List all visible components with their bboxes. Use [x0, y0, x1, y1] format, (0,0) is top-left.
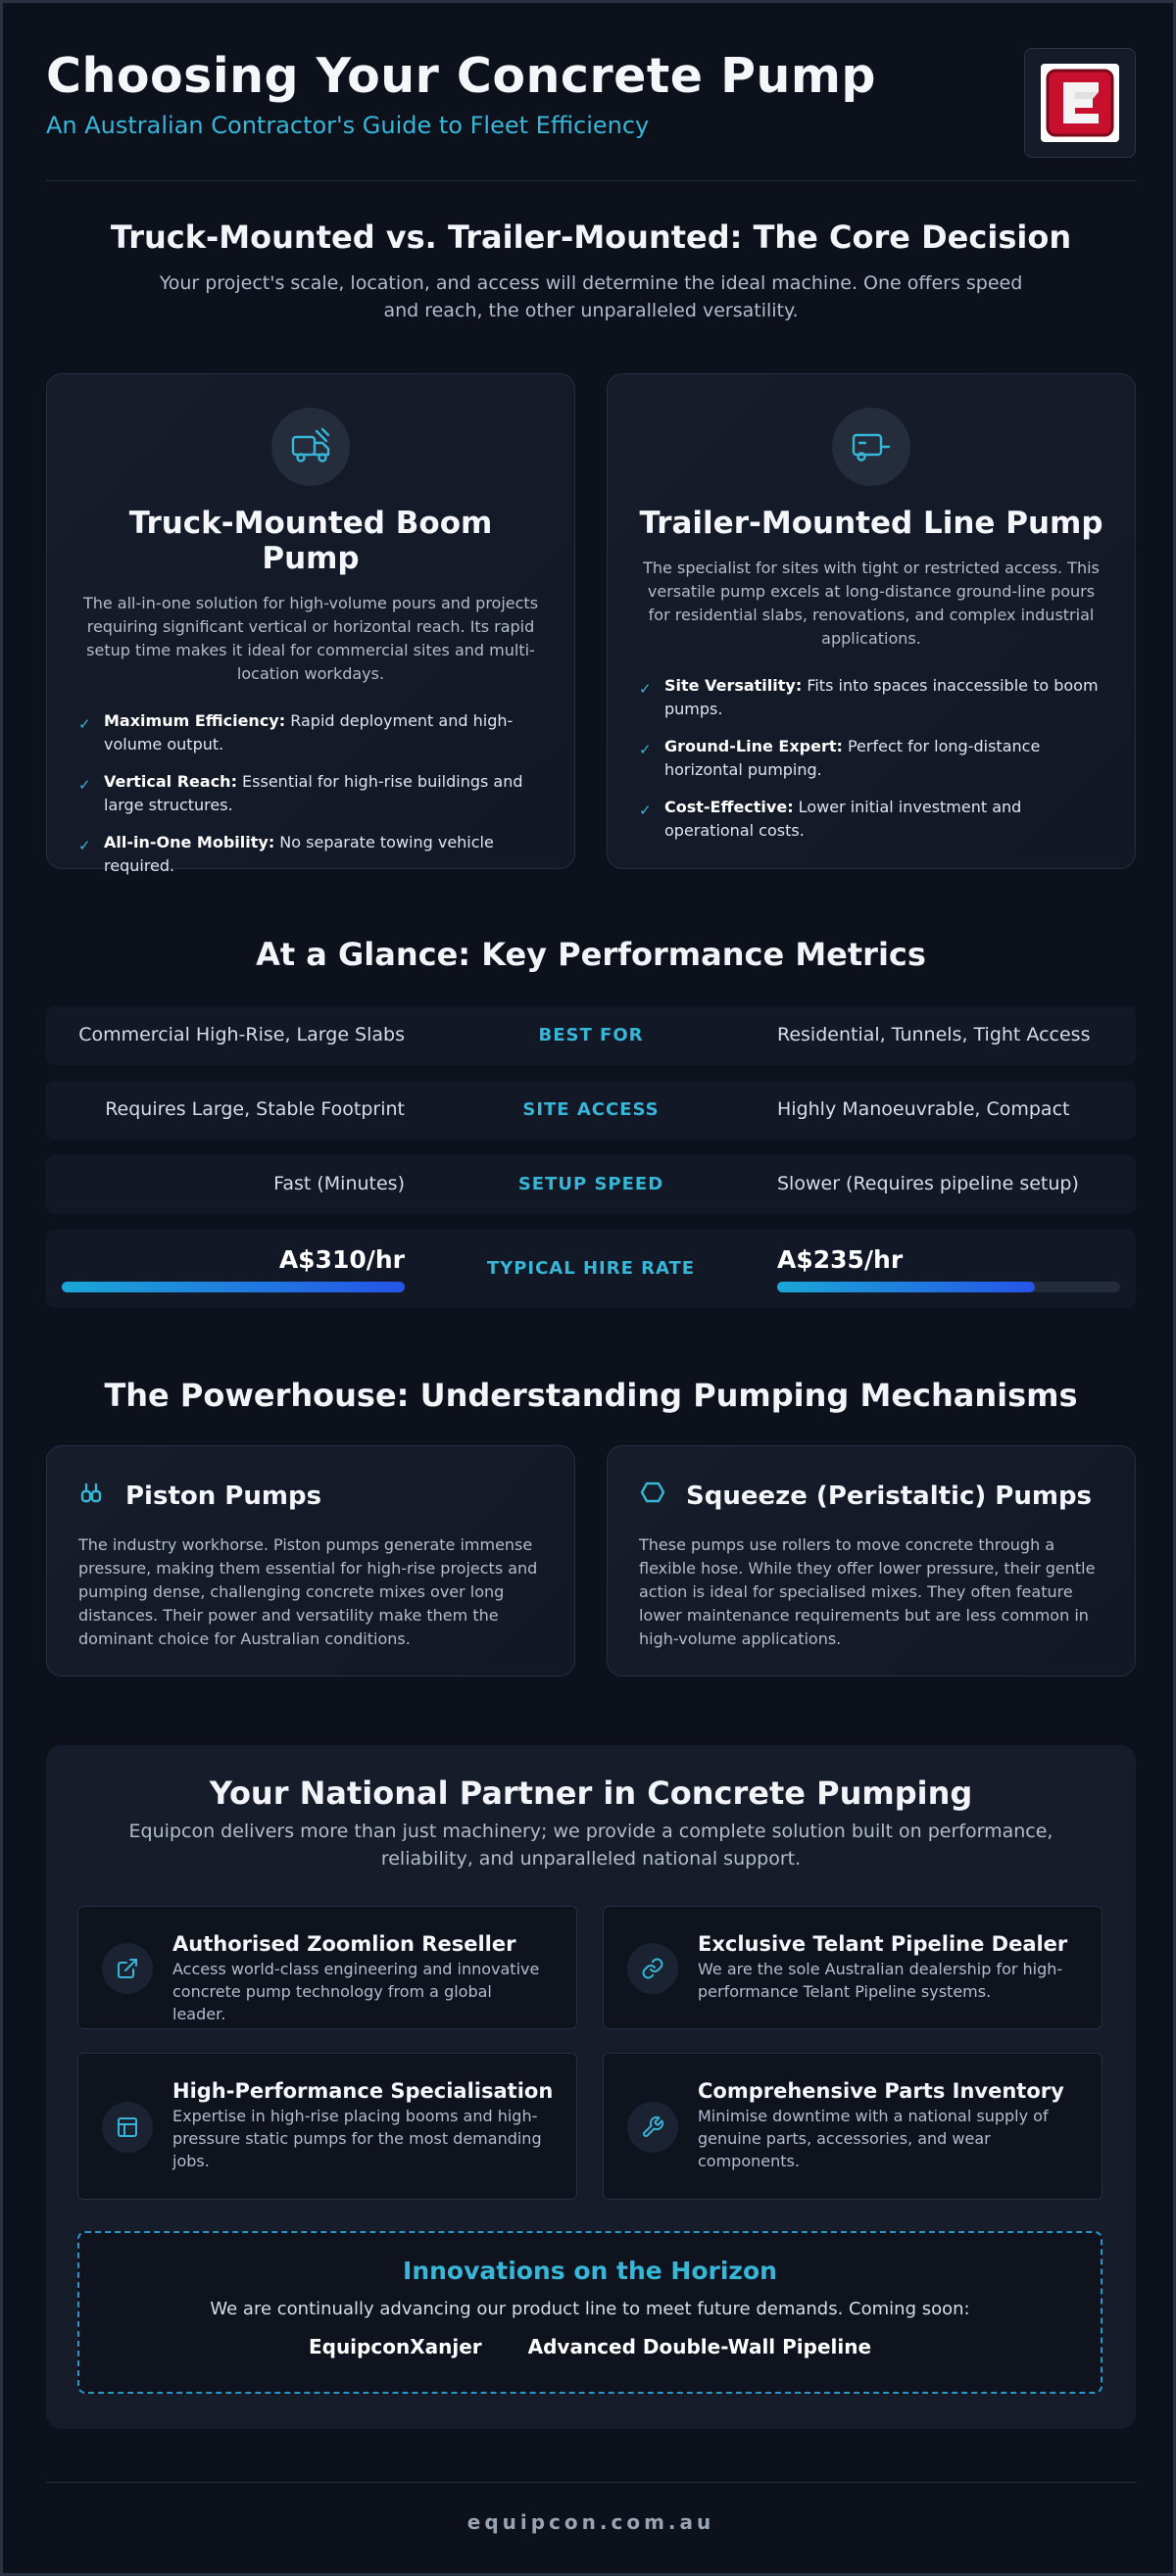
innovations-box — [77, 2231, 1102, 2394]
metric-right-value: Residential, Tunnels, Tight Access — [777, 1024, 1091, 1045]
trailer-pump-card — [607, 373, 1136, 869]
feature-item: ✓ Site Versatility: Fits into spaces inaccessible to boom pumps. — [639, 674, 1103, 721]
layout-icon — [102, 2102, 153, 2153]
comparison-title: Truck-Mounted vs. Trailer-Mounted: The Core Decision — [110, 219, 1072, 256]
innovations-title: Innovations on the Horizon — [403, 2257, 777, 2285]
check-icon: ✓ — [78, 776, 91, 794]
wrench-icon — [627, 2102, 678, 2153]
metric-right-value: Slower (Requires pipeline setup) — [777, 1173, 1079, 1194]
partner-item-description: We are the sole Australian dealership for high-performance Telant Pipeline systems. — [698, 1960, 1063, 2001]
mechanisms-section-header — [46, 1377, 1136, 1414]
partner-item-parts — [603, 2053, 1102, 2200]
piston-pump-description: The industry workhorse. Piston pumps generate immense pressure, making them essential for high-rise projects and pumping dense, challenging concrete mixes over long distances. Their power and versatility make them the dominant choice for Australian conditions. — [78, 1535, 538, 1648]
partner-item-title: Comprehensive Parts Inventory — [698, 2079, 1064, 2103]
hire-rate-trailer: A$235/hr — [777, 1245, 904, 1274]
innovations-list — [79, 2335, 1101, 2358]
partner-item-specialisation — [77, 2053, 577, 2200]
partner-item-title: Exclusive Telant Pipeline Dealer — [698, 1932, 1068, 1956]
truck-icon — [271, 408, 350, 486]
partner-section — [46, 1745, 1136, 2429]
comparison-subtitle: Your project's scale, location, and access will determine the ideal machine. One offers speed and reach, the other unparalleled versatility. — [159, 272, 1023, 321]
partner-subtitle: Equipcon delivers more than just machinery; we provide a complete solution built on performance, reliability, and unparalleled national support. — [128, 1821, 1054, 1870]
brand-logo — [1024, 48, 1136, 158]
page-title: Choosing Your Concrete Pump — [46, 48, 877, 104]
truck-pump-title: Truck-Mounted Boom Pump — [128, 506, 493, 576]
metric-label: TYPICAL HIRE RATE — [486, 1258, 696, 1279]
mechanisms-title: The Powerhouse: Understanding Pumping Mechanisms — [104, 1377, 1078, 1414]
footer-website-link[interactable]: equipcon.com.au — [466, 2510, 715, 2534]
innovation-item: Advanced Double-Wall Pipeline — [527, 2335, 872, 2358]
trailer-feature-list — [639, 674, 1103, 843]
metric-left-value: Fast (Minutes) — [273, 1173, 405, 1194]
piston-pump-card — [46, 1445, 575, 1677]
metric-right-value: Highly Manoeuvrable, Compact — [777, 1098, 1070, 1120]
partner-title: Your National Partner in Concrete Pumping — [209, 1774, 973, 1812]
metric-row-setup-speed — [46, 1155, 1136, 1214]
feature-item: ✓ Vertical Reach: Essential for high-rise buildings and large structures. — [78, 770, 543, 817]
squeeze-pump-title: Squeeze (Peristaltic) Pumps — [686, 1481, 1093, 1511]
metric-left-value: Requires Large, Stable Footprint — [105, 1098, 405, 1120]
squeeze-icon — [639, 1480, 686, 1512]
partner-item-description: Minimise downtime with a national supply of genuine parts, accessories, and wear components. — [698, 2107, 1049, 2170]
link-icon — [627, 1943, 678, 1994]
piston-icon — [78, 1480, 125, 1512]
metric-left-value: Commercial High-Rise, Large Slabs — [78, 1024, 405, 1045]
hire-rate-truck: A$310/hr — [278, 1245, 405, 1274]
partner-item-description: Access world-class engineering and innovative concrete pump technology from a global leader. — [172, 1960, 540, 2023]
metric-label: SETUP SPEED — [517, 1174, 664, 1194]
check-icon: ✓ — [639, 741, 652, 758]
partner-item-telant — [603, 1906, 1102, 2029]
squeeze-pump-card — [607, 1445, 1136, 1677]
check-icon: ✓ — [78, 715, 91, 733]
metric-row-site-access — [46, 1081, 1136, 1140]
truck-feature-list — [78, 709, 543, 878]
check-icon: ✓ — [78, 837, 91, 854]
truck-rate-bar — [62, 1282, 405, 1292]
metric-row-hire-rate — [46, 1230, 1136, 1308]
trailer-rate-bar-fill — [777, 1282, 1035, 1292]
trailer-rate-bar — [777, 1282, 1120, 1292]
comparison-section-header — [46, 219, 1136, 324]
page-subtitle: An Australian Contractor's Guide to Fleet Efficiency — [46, 112, 650, 139]
truck-rate-bar-fill — [62, 1282, 405, 1292]
truck-pump-card — [46, 373, 575, 875]
partner-item-description: Expertise in high-rise placing booms and high-pressure static pumps for the most demanding jobs. — [172, 2107, 542, 2170]
feature-item: ✓ Cost-Effective: Lower initial investment and operational costs. — [639, 796, 1103, 843]
feature-item: ✓ All-in-One Mobility: No separate towing vehicle required. — [78, 831, 543, 878]
partner-item-title: Authorised Zoomlion Reseller — [172, 1932, 516, 1956]
metric-row-best-for — [46, 1006, 1136, 1065]
metrics-title: At a Glance: Key Performance Metrics — [256, 936, 926, 973]
metric-label: BEST FOR — [538, 1025, 644, 1045]
innovation-item: EquipconXanjer — [308, 2335, 482, 2358]
check-icon: ✓ — [639, 802, 652, 819]
innovations-subtitle: We are continually advancing our product line to meet future demands. Coming soon: — [210, 2299, 970, 2319]
metrics-section-header — [46, 936, 1136, 973]
feature-item: ✓ Ground-Line Expert: Perfect for long-distance horizontal pumping. — [639, 735, 1103, 782]
equipcon-e-logo-icon — [1046, 69, 1114, 137]
external-link-icon — [102, 1943, 153, 1994]
check-icon: ✓ — [639, 680, 652, 698]
metric-label: SITE ACCESS — [522, 1099, 660, 1120]
trailer-icon — [832, 408, 910, 486]
piston-pump-title: Piston Pumps — [125, 1481, 322, 1511]
footer — [46, 2482, 1136, 2534]
squeeze-pump-description: These pumps use rollers to move concrete through a flexible hose. While they offer lower pressure, their gentle action is ideal for specialised mixes. They often feature lower maintenance requirements but are less common in high-volume applications. — [639, 1535, 1096, 1648]
trailer-pump-description: The specialist for sites with tight or restricted access. This versatile pump excels at long-distance ground-line pours for residential slabs, renovations, and complex industrial applications. — [643, 559, 1100, 648]
feature-item: ✓ Maximum Efficiency: Rapid deployment and high-volume output. — [78, 709, 543, 756]
page-header — [46, 48, 1136, 181]
partner-item-title: High-Performance Specialisation — [172, 2079, 554, 2103]
truck-pump-description: The all-in-one solution for high-volume pours and projects requiring significant vertical or horizontal reach. Its rapid setup time makes it ideal for commercial sites and multi-location workdays. — [82, 594, 539, 683]
trailer-pump-title: Trailer-Mounted Line Pump — [639, 506, 1103, 541]
partner-item-zoomlion — [77, 1906, 577, 2029]
